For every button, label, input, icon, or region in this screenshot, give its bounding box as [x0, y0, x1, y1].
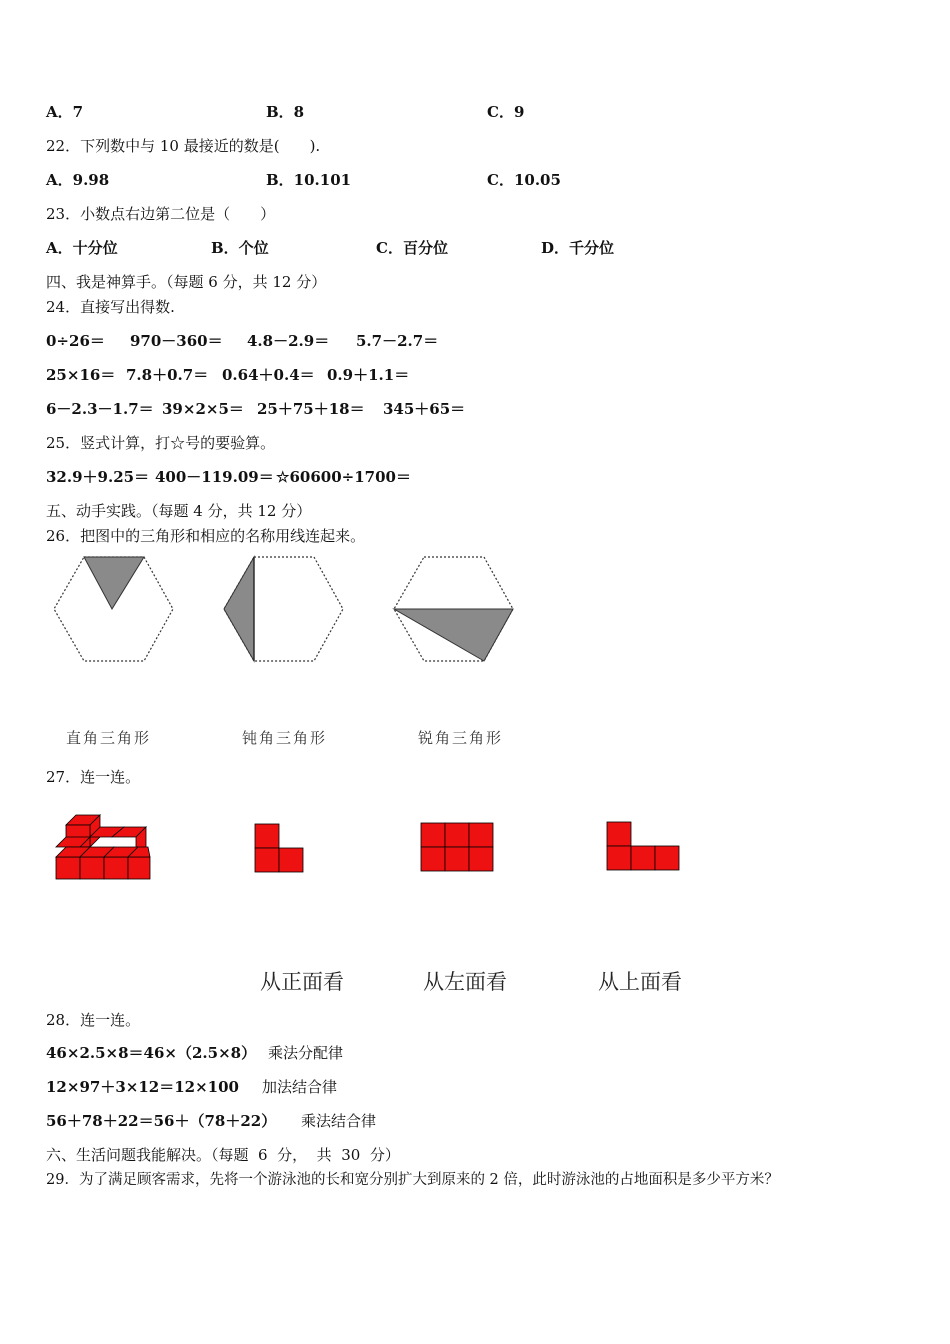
hexagon-figure-3 [388, 550, 518, 668]
q29-stem: 29．为了满足顾客需求，先将一个游泳池的长和宽分别扩大到原来的 2 倍，此时游泳池的占地面积是多少平方米？ [46, 1172, 779, 1188]
q23-option-a: A．十分位 [46, 239, 118, 257]
q23-option-c: C．百分位 [376, 239, 448, 257]
section5-heading: 五、动手实践。（每题 4 分，共 12 分） [46, 502, 312, 520]
q24-expr: 6－2.3－1.7＝ [46, 400, 154, 418]
label-top-view: 从上面看 [598, 970, 682, 994]
hexagon-figure-2 [218, 550, 348, 668]
shaded-triangle [394, 609, 513, 661]
q28-left-expr: 46×2.5×8＝46×（2.5×8） [46, 1044, 257, 1062]
section6-heading: 六、生活问题我能解决。（每题 6 分， 共 30 分） [46, 1146, 400, 1164]
q28-left-expr: 12×97＋3×12＝12×100 [46, 1078, 239, 1096]
q21-option-a: A．7 [46, 103, 84, 121]
q25-item: 400－119.09＝ [155, 468, 274, 486]
q21-option-b: B．8 [266, 103, 305, 121]
section4-heading: 四、我是神算手。（每题 6 分，共 12 分） [46, 273, 327, 291]
q24-expr: 0.64＋0.4＝ [222, 366, 315, 384]
q28-law: 乘法分配律 [268, 1044, 344, 1062]
q28-stem: 28．连一连。 [46, 1011, 141, 1029]
q24-expr: 970－360＝ [130, 332, 223, 350]
q28-law: 乘法结合律 [301, 1112, 377, 1130]
label-left-view: 从左面看 [423, 970, 507, 994]
cube-stack-3d [52, 805, 152, 885]
shaded-triangle [224, 557, 254, 661]
q24-expr: 0÷26＝ [46, 332, 105, 350]
q27-stem: 27．连一连。 [46, 768, 141, 786]
q28-left-expr: 56＋78＋22＝56＋（78＋22） [46, 1112, 277, 1130]
q24-expr: 7.8＋0.7＝ [126, 366, 209, 384]
label-obtuse-triangle: 钝角三角形 [242, 729, 328, 747]
q21-option-c: C．9 [487, 103, 525, 121]
q25-stem: 25．竖式计算，打☆号的要验算。 [46, 434, 276, 452]
q22-option-c: C．10.05 [487, 171, 561, 189]
shape-rectangle-2x3 [420, 822, 496, 874]
q23-option-d: D．千分位 [541, 239, 615, 257]
q24-stem: 24．直接写出得数. [46, 298, 175, 316]
q25-item: ☆60600÷1700＝ [276, 468, 411, 486]
q24-expr: 25×16＝ [46, 366, 116, 384]
shaded-triangle [84, 557, 144, 609]
shape-l-small [254, 823, 306, 875]
q25-item: 32.9＋9.25＝ [46, 468, 150, 486]
q23-option-b: B．个位 [211, 239, 269, 257]
q24-expr: 5.7－2.7＝ [356, 332, 439, 350]
q26-stem: 26．把图中的三角形和相应的名称用线连起来。 [46, 527, 366, 545]
label-acute-triangle: 锐角三角形 [418, 729, 504, 747]
label-front-view: 从正面看 [260, 970, 344, 994]
q24-expr: 39×2×5＝ [162, 400, 244, 418]
q24-expr: 0.9＋1.1＝ [327, 366, 410, 384]
q24-expr: 25＋75＋18＝ [257, 400, 365, 418]
q22-option-b: B．10.101 [266, 171, 352, 189]
q24-expr: 345＋65＝ [383, 400, 466, 418]
q22-option-a: A．9.98 [46, 171, 110, 189]
q22-stem: 22．下列数中与 10 最接近的数是( ). [46, 137, 321, 155]
shape-l-long [606, 821, 682, 873]
label-right-triangle: 直角三角形 [66, 729, 152, 747]
q28-law: 加法结合律 [262, 1078, 338, 1096]
hexagon-figure-1 [48, 550, 178, 668]
q24-expr: 4.8－2.9＝ [247, 332, 330, 350]
q23-stem: 23．小数点右边第二位是（ ） [46, 205, 276, 223]
